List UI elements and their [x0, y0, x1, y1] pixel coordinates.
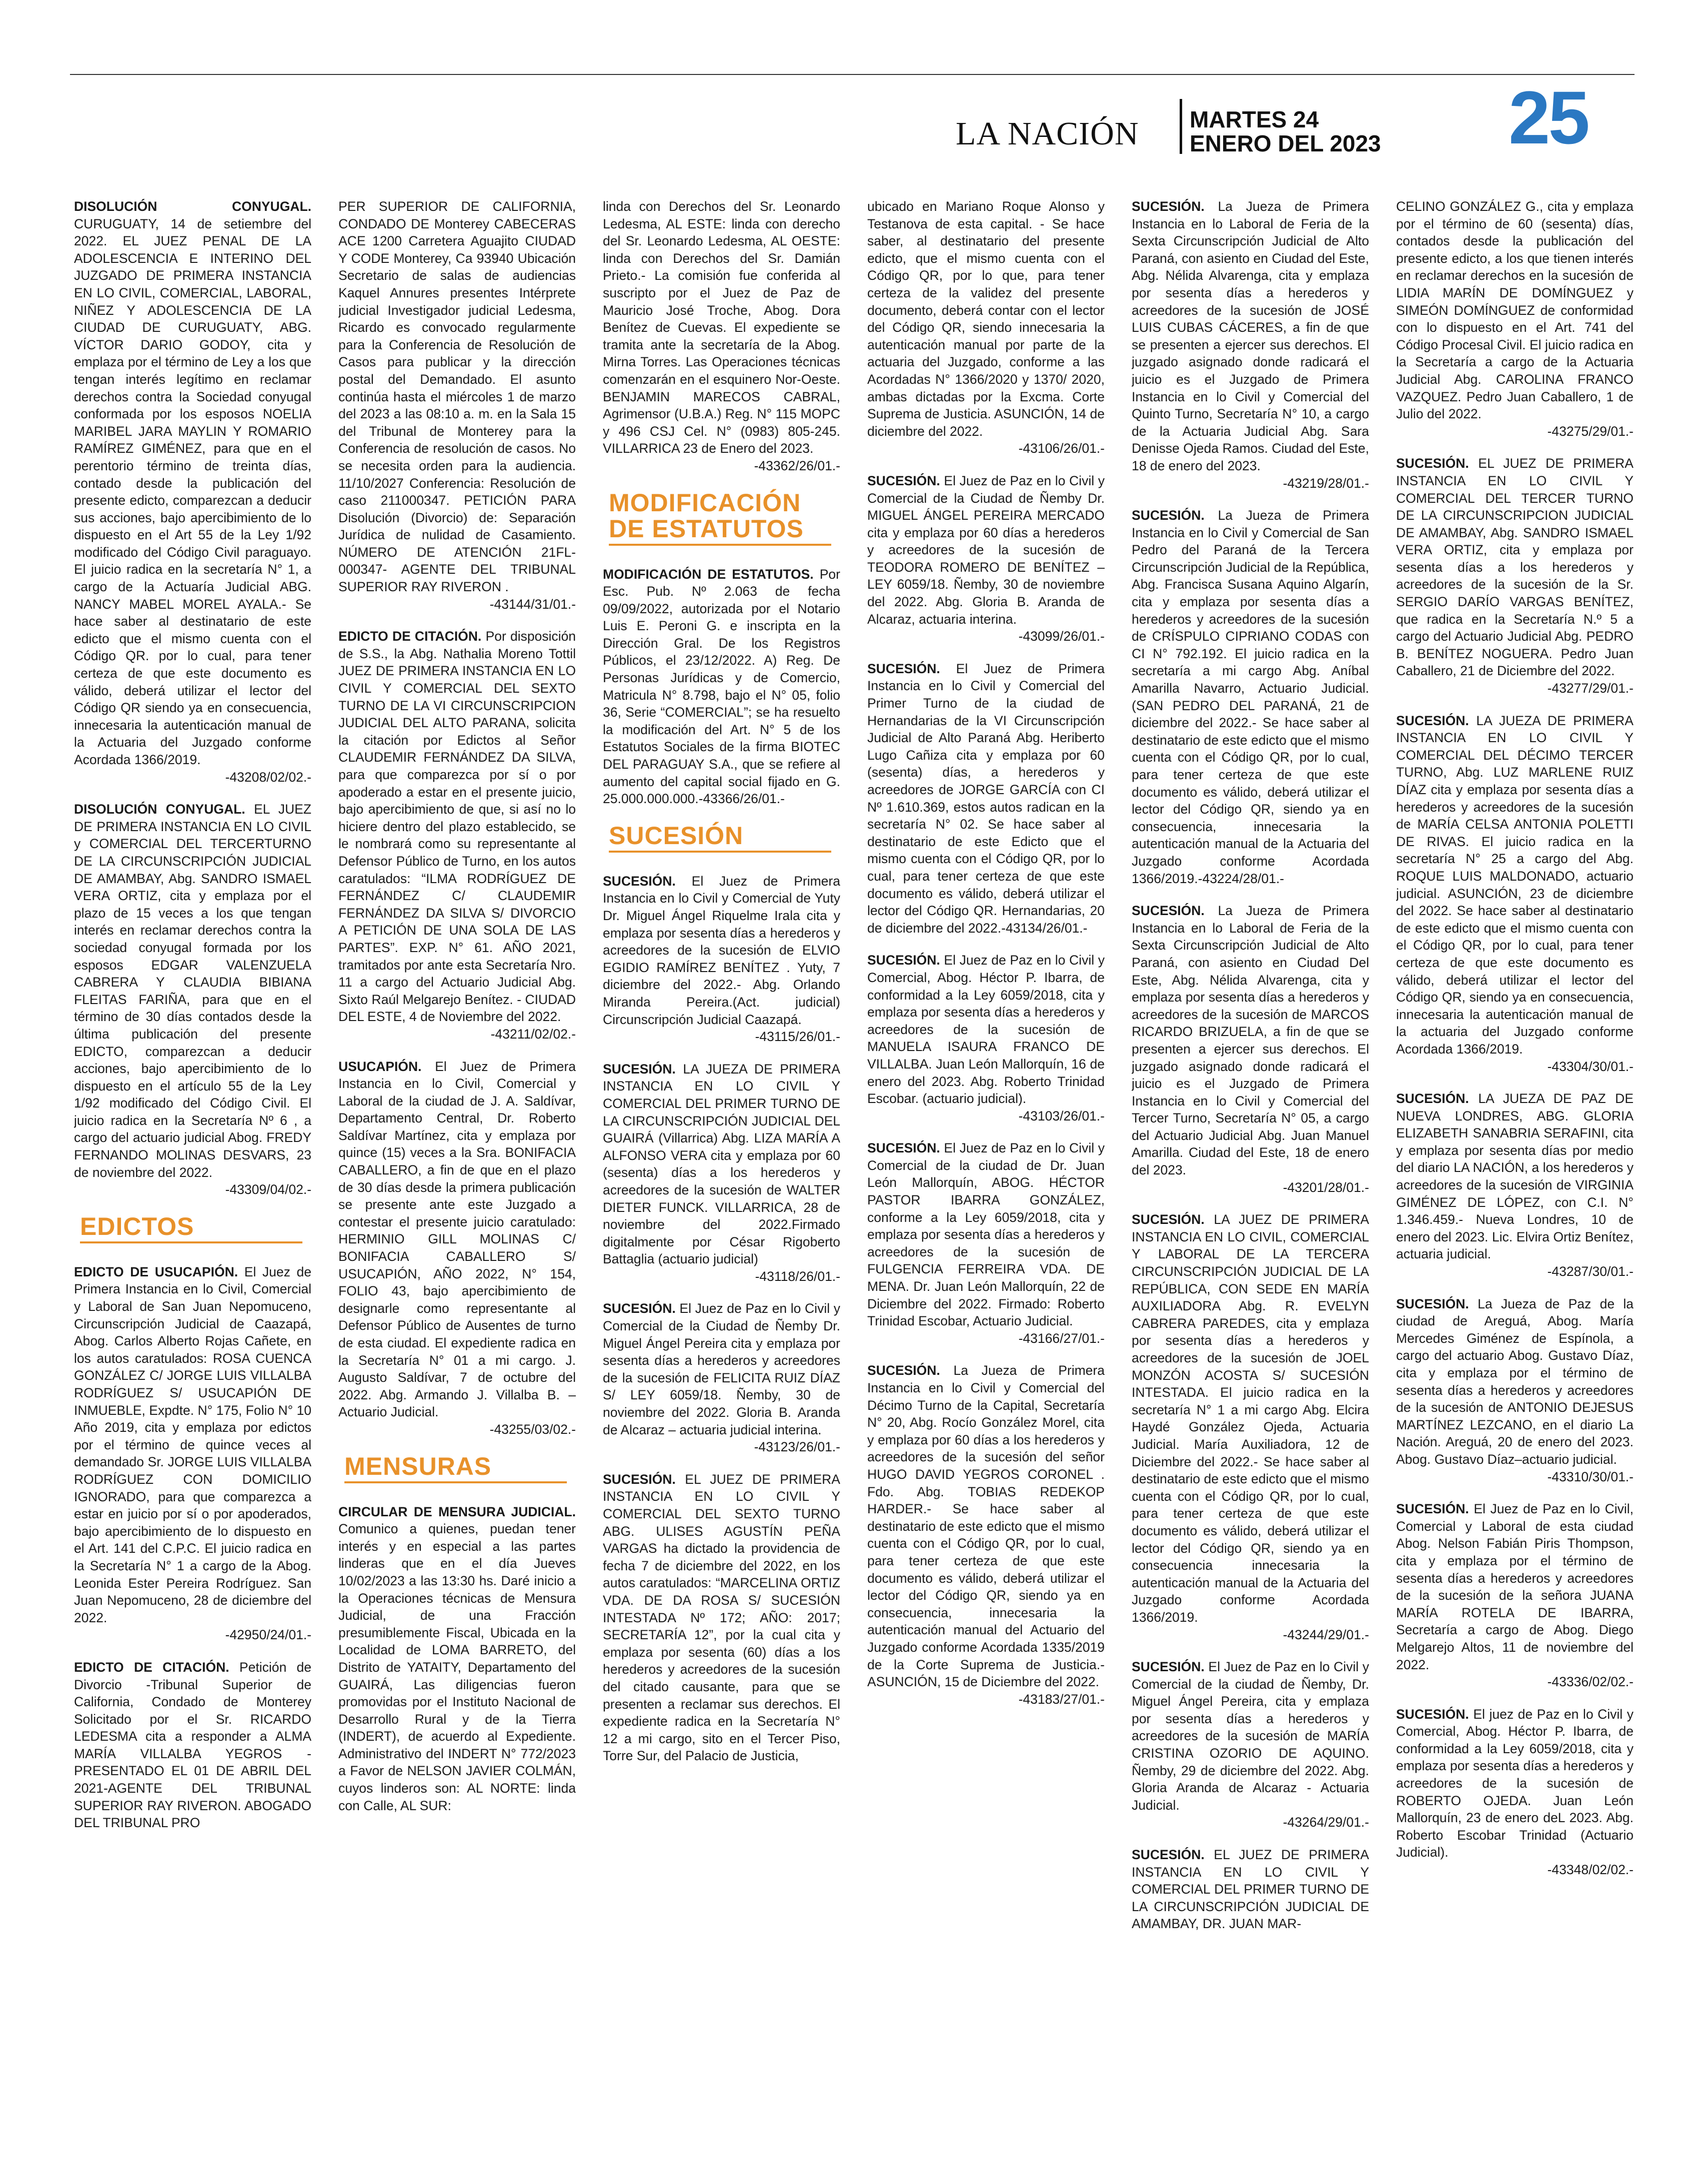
notice-reference: -43106/26/01.- [1018, 441, 1105, 456]
notice-heading: SUCESIÓN. [867, 953, 940, 968]
notice-body: La Jueza de Primera Instancia en lo Laboral de Feria de la Sexta Circunscripción Judicial de Alto Paraná, con asiento en Ciudad del Este, Abg. Nélida Alvarenga, cita y emplaza por sesenta días a herederos y acreedores de la sucesión de JOSÉ LUIS CUBAS CÁCERES, a fin de que se presenten a ejercer sus derechos. El juzgado asignado donde radicará el juicio es el Juzgado de Primera Instancia en lo Civil y Comercial del Quinto Turno, Secretaría N° 10, a cargo de la Actuaria Judicial Abg. Sara Denisse Ojeda Ramos. Ciudad del Este, 18 de enero del 2023. [1132, 199, 1369, 473]
notice-body: El Juez de Paz en lo Civil y Comercial de la ciudad de Ñemby, Dr. Miguel Ángel Pereira, cita y emplaza por sesenta días a herederos y acreedores de la sucesión de MARÍA CRISTINA OZORIO DE AQUINO. Ñemby, 29 de diciembre del 2022. Abg. Gloria Aranda de Alcaraz - Actuaria Judicial. [1132, 1659, 1369, 1813]
issue-date-day: MARTES 24 [1190, 106, 1319, 132]
legal-notice [1396, 198, 1634, 440]
notice-body: El Juez de Paz en lo Civil, Comercial y Laboral de esta ciudad Abog. Nelson Fabián Piris Thompson, cita y emplaza por el término de sesenta días a herederos y acreedores de la sucesión de la señora JUANA MARÍA ROTELA DE IBARRA, Secretaría a cargo de Abog. Diego Melgarejo Altos, 11 de noviembre del 2022. [1396, 1501, 1634, 1672]
legal-notice [867, 1362, 1105, 1708]
notice-reference: -43166/27/01.- [1018, 1330, 1105, 1346]
legal-notice [74, 198, 311, 786]
notice-reference: -42950/24/01.- [225, 1627, 311, 1643]
notice-reference: -43183/27/01.- [1018, 1691, 1105, 1707]
legal-notice [338, 628, 576, 1043]
notice-heading: CIRCULAR DE MENSURA JUDICIAL. [338, 1504, 576, 1519]
notice-heading: EDICTO DE CITACIÓN. [338, 629, 482, 644]
newspaper-brand: LA NACIÓN [956, 115, 1139, 152]
notice-reference: -43144/31/01.- [489, 596, 576, 612]
notice-body: El Juez de Paz en lo Civil y Comercial, Abog. Héctor P. Ibarra, de conformidad a la Ley 6059/2018, cita y emplaza por sesenta días a herederos y acreedores de la sucesión de MANUELA ISAURA FRANCO DE VILLALBA. Juan León Mallorquín, 16 de enero del 2023. Abg. Roberto Trinidad Escobar. (actuario judicial). [867, 953, 1105, 1106]
notice-body: La Jueza de Primera Instancia en lo Civil y Comercial de San Pedro del Paraná de la Tercera Circunscripción Judicial de la República, Abg. Francisca Susana Aquino Algarín, cita y emplaza por sesenta días a herederos y acreedores de la sucesión de CRÍSPULO CIPRIANO CODAS con CI N° 792.192. El juicio radica en la secretaría a mi cargo Abg. Aníbal Amarilla Navarro, Actuario Judicial. (SAN PEDRO DEL PARANÁ, 21 de diciembre del 2022.- Se hace saber al destinatario de este edicto que el mismo cuenta con el Código QR, por lo cual, para tener certeza de que este documento es válido, deberá utilizar el lector del Código QR, siendo ya en consecuencia, innecesaria la autenticación manual de la Actuaria del Juzgado conforme Acordada 1366/2019.-43224/28/01.- [1132, 508, 1369, 886]
legal-notice [74, 1263, 311, 1644]
notice-body: El Juez de Paz en lo Civil y Comercial de la ciudad de Dr. Juan León Mallorquín, ABOG. HÉCTOR PASTOR IBARRA GONZÁLEZ, conforme a la Ley 6059/2018, cita y emplaza por sesenta días a herederos y acreedores de la sucesión de FULGENCIA FERREIRA VDA. DE MENA. Dr. Juan León Mallorquín, 22 de Diciembre del 2022. Firmado: Roberto Trinidad Escobar, Actuario Judicial. [867, 1140, 1105, 1329]
section-heading: MODIFICACIÓN DE ESTATUTOS [609, 490, 831, 546]
issue-date-month: ENERO DEL 2023 [1190, 130, 1381, 156]
legal-notice [1132, 198, 1369, 492]
notice-body: LA JUEZA DE PAZ DE NUEVA LONDRES, ABG. GLORIA ELIZABETH SANABRIA SERAFINI, cita y emplaza por sesenta días por medio del diario LA NACIÓN, a los herederos y acreedores de la sucesión de VIRGINIA GIMÉNEZ DE LÓPEZ, con C.I. N° 1.346.459.- Nueva Londres, 10 de enero del 2023. Lic. Elvira Ortiz Benítez, actuaria judicial. [1396, 1091, 1634, 1262]
column-5 [1132, 198, 1369, 2137]
notice-body: El Juez de Paz en lo Civil y Comercial de la Ciudad de Ñemby Dr. MIGUEL ÁNGEL PEREIRA MERCADO cita y emplaza por 60 días a herederos y acreedores de la sucesión de TEODORA ROMERO DE BENÍTEZ – LEY 6059/18. Ñemby, 30 de noviembre del 2022. Abg. Gloria B. Aranda de Alcaraz, actuaria interina. [867, 473, 1105, 627]
legal-notice [1396, 1706, 1634, 1879]
notice-reference: -43208/02/02.- [225, 769, 311, 785]
legal-notice [1396, 455, 1634, 697]
notice-heading: EDICTO DE CITACIÓN. [74, 1659, 229, 1675]
notice-body: El Juez de Primera Instancia en lo Civil y Comercial de Yuty Dr. Miguel Ángel Riquelme Irala cita y emplaza por sesenta días a herederos y acreedores de la sucesión de ELVIO EGIDIO RAMÍREZ BENÍTEZ . Yuty, 7 diciembre del 2022.- Abg. Orlando Miranda Pereira.(Act. judicial) Circunscripción Judicial Caazapá. [603, 873, 840, 1027]
section-heading: EDICTOS [80, 1213, 302, 1243]
notice-reference: -43310/30/01.- [1547, 1469, 1634, 1484]
page-number: 25 [1509, 75, 1588, 159]
notice-body: ubicado en Mariano Roque Alonso y Testanova de esta capital. - Se hace saber, al destinatario del presente edicto, que el mismo cuenta con el Código QR, por lo que, para tener certeza de la validez del presente documento, deberá contar con el lector del Código QR, siendo innecesaria la autenticación manual por parte de la actuaria del Juzgado, conforme a las Acordadas N° 1366/2020 y 1370/ 2020, ambas dictadas por la Excma. Corte Suprema de Justicia. ASUNCIÓN, 14 de diciembre del 2022. [867, 199, 1105, 439]
legal-notice [1132, 1846, 1369, 1933]
notice-heading: EDICTO DE USUCAPIÓN. [74, 1264, 238, 1279]
notice-reference: -43201/28/01.- [1283, 1179, 1369, 1195]
legal-notice [1396, 1090, 1634, 1280]
notice-reference: -43244/29/01.- [1283, 1627, 1369, 1642]
legal-notice [603, 198, 840, 475]
legal-notice [867, 198, 1105, 457]
notice-heading: SUCESIÓN. [1132, 508, 1205, 523]
legal-notice [1132, 1658, 1369, 1831]
notice-heading: SUCESIÓN. [1396, 713, 1469, 728]
legal-notice [1396, 1500, 1634, 1691]
notice-reference: -43309/04/02.- [225, 1182, 311, 1197]
notice-reference: -43123/26/01.- [754, 1439, 840, 1455]
notice-heading: SUCESIÓN. [1396, 1501, 1469, 1517]
notice-heading: SUCESIÓN. [867, 473, 940, 488]
notice-body: EL JUEZ DE PRIMERA INSTANCIA EN LO CIVIL Y COMERCIAL DEL PRIMER TURNO DE LA CIRCUNSCRIPCIÓN JUDICIAL DE AMAMBAY, DR. JUAN MAR- [1132, 1847, 1369, 1932]
notice-heading: SUCESIÓN. [867, 661, 940, 676]
legal-notice [867, 952, 1105, 1124]
header-separator [1180, 99, 1182, 154]
notice-reference: -43099/26/01.- [1018, 629, 1105, 644]
notice-body: LA JUEZA DE PRIMERA INSTANCIA EN LO CIVIL Y COMERCIAL DEL DÉCIMO TERCER TURNO, Abg. LUZ MARLENE RUIZ DÍAZ cita y emplaza por sesenta días a herederos y acreedores de la sucesión de MARÍA CELSA ANTONIA POLETTI DE RIVAS. El juicio radica en la secretaría N° 25 a cargo del Abg. ROQUE LUIS MALDONADO, actuario judicial. ASUNCIÓN, 23 de diciembre del 2022. Se hace saber al destinatario de este edicto que el mismo cuenta con el Código QR, por lo cual, para tener certeza de que este documento es válido, deberá utilizar el lector del Código QR, siendo ya en consecuencia, innecesaria la autenticación manual de la actuaria del Juzgado conforme Acordada 1366/2019. [1396, 713, 1634, 1057]
notice-body: LA JUEZ DE PRIMERA INSTANCIA EN LO CIVIL, COMERCIAL Y LABORAL DE LA TERCERA CIRCUNSCRIPCIÓN JUDICIAL DE LA REPÚBLICA, CON SEDE EN MARÍA AUXILIADORA Abg. R. EVELYN CABRERA PAREDES, cita y emplaza por sesenta días a herederos y acreedores de la sucesión de JOEL MONZÓN ACOSTA S/ SUCESIÓN INTESTADA. El juicio radica en la secretaría N° 1 a mi cargo Abg. Elcira Haydé González Ojeda, Actuaria Judicial. María Auxiliadora, 12 de Diciembre del 2022.- Se hace saber al destinatario de este edicto que el mismo cuenta con el Código QR, por lo cual, para tener certeza de que este documento es válido, deberá utilizar el lector del Código QR, siendo ya en consecuencia innecesaria la autenticación manual de la Actuaria del Juzgado conforme Acordada 1366/2019. [1132, 1212, 1369, 1625]
notice-heading: SUCESIÓN. [603, 1301, 676, 1316]
notice-body: La Jueza de Paz de la ciudad de Areguá, Abog. María Mercedes Giménez de Espínola, a cargo del actuario Abog. Gustavo Díaz, cita y emplaza por el término de sesenta días a herederos y acreedores de la sucesión de ANTONIO DEJESUS MARTÍNEZ LEZCANO, en el diario La Nación. Areguá, 20 de enero del 2023. Abog. Gustavo Díaz–actuario judicial. [1396, 1296, 1634, 1467]
notice-body: LA JUEZA DE PRIMERA INSTANCIA EN LO CIVIL Y COMERCIAL DEL PRIMER TURNO DE LA CIRCUNSCRIPCIÓN JUDICIAL DEL GUAIRÁ (Villarrica) Abg. LIZA MARÍA A ALFONSO VERA cita y emplaza por 60 (sesenta) días a los herederos y acreedores de la sucesión de WALTER DIETER FUNCK. VILLARRICA, 28 de noviembre del 2022.Firmado digitalmente por César Rigoberto Battaglia (actuario judicial) [603, 1061, 840, 1267]
notice-reference: -43275/29/01.- [1547, 423, 1634, 439]
notice-body: La Jueza de Primera Instancia en lo Civil y Comercial del Décimo Turno de la Capital, Secretaría N° 20, Abg. Rocío González Morel, cita y emplaza por 60 días a los herederos y acreedores de la sucesión del señor HUGO DAVID YEGROS CORONEL . Fdo. Abg. TOBIAS REDEKOP HARDER.- Se hace saber al destinatario de este edicto que el mismo cuenta con el Código QR, por lo cual, para tener certeza de que este documento es válido, deberá utilizar el lector del Código QR, siendo ya en consecuencia, innecesaria la autenticación manual del Actuario del Juzgado conforme Acordada 1335/2019 de la Corte Suprema de Justicia.- ASUNCIÓN, 15 de Diciembre del 2022. [867, 1363, 1105, 1690]
notice-body: EL JUEZ DE PRIMERA INSTANCIA EN LO CIVIL Y COMERCIAL DEL TERCER TURNO DE LA CIRCUNSCRIPCION JUDICIAL DE AMAMBAY, Abg. SANDRO ISMAEL VERA ORTIZ, cita y emplaza por sesenta días a los herederos y acreedores de la sucesión de la Sr. SERGIO DARÍO VARGAS BENÍTEZ, que radica en la Secretaría N.º 5 a cargo del Actuario Judicial Abg. PEDRO B. BENÍTEZ NOGUERA. Pedro Juan Caballero, 21 de Diciembre del 2022. [1396, 456, 1634, 679]
notice-reference: -43348/02/02.- [1547, 1862, 1634, 1878]
notice-body: EL JUEZ DE PRIMERA INSTANCIA EN LO CIVIL y COMERCIAL DEL TERCERTURNO DE LA CIRCUNSCRIPCIÓN JUDICIAL DE AMAMBAY, Abg. SANDRO ISMAEL VERA ORTIZ, cita y emplaza por el plazo de 15 veces a los que tengan interés en reclamar derechos contra la sociedad conyugal formada por los esposos EDGAR VALENZUELA CABRERA Y CLAUDIA BIBIANA FLEITAS FARIÑA, para que en el término de 30 días contados desde la última publicación del presente EDICTO, comparezcan a deducir acciones, bajo apercibimiento de lo dispuesto en el artículo 55 de la Ley 1/92 modificado del Código Civil. El juicio radica en la Secretaría Nº 6 , a cargo del actuario judicial Abog. FREDY FERNANDO MOLINAS DESVARS, 23 de noviembre del 2022. [74, 802, 311, 1180]
notice-reference: -43287/30/01.- [1547, 1264, 1634, 1279]
legal-notice [338, 1503, 576, 1815]
legal-notice [1396, 712, 1634, 1075]
notice-body: Petición de Divorcio -Tribunal Superior de California, Condado de Monterey Solicitado por el Sr. RICARDO LEDESMA cita a responder a ALMA MARÍA VILLALBA YEGROS -PRESENTADO EL 01 DE ABRIL DEL 2021-AGENTE DEL TRIBUNAL SUPERIOR RAY RIVERON. ABOGADO DEL TRIBUNAL PRO [74, 1659, 311, 1831]
section-heading: MENSURAS [344, 1453, 567, 1483]
notice-heading: SUCESIÓN. [1132, 1212, 1205, 1227]
notice-heading: SUCESIÓN. [867, 1140, 940, 1156]
legal-notice [1396, 1295, 1634, 1486]
notice-reference: -43211/02/02.- [490, 1026, 576, 1042]
notice-body: EL JUEZ DE PRIMERA INSTANCIA EN LO CIVIL Y COMERCIAL DEL SEXTO TURNO ABG. ULISES AGUSTÍN PEÑA VARGAS ha dictado la providencia de fecha 7 de diciembre del 2022, en los autos caratulados: “MARCELINA ORTIZ VDA. DE DA ROSA S/ SUCESIÓN INTESTADA Nº 172; AÑO: 2017; SECRETARÍA 12”, por la cual cita y emplaza por sesenta (60) días a los herederos y acreedores de la sucesión del citado causante, para que se presenten a reclamar sus derechos. El expediente radica en la Secretaría N° 12 a mi cargo, sito en el Tercer Piso, Torre Sur, del Palacio de Justicia, [603, 1471, 840, 1764]
column-2 [338, 198, 576, 2137]
section-heading: SUCESIÓN [609, 823, 831, 853]
top-rule [70, 74, 1635, 75]
notice-heading: SUCESIÓN. [603, 1061, 676, 1077]
notice-heading: SUCESIÓN. [867, 1363, 940, 1378]
notice-heading: SUCESIÓN. [1132, 1659, 1205, 1675]
column-6 [1396, 198, 1634, 2137]
legal-notice [338, 198, 576, 613]
legal-notice [603, 1471, 840, 1765]
legal-notice [1132, 902, 1369, 1196]
notice-heading: SUCESIÓN. [1396, 1091, 1469, 1106]
notice-body: El juez de Paz en lo Civil y Comercial, Abog. Héctor P. Ibarra, de conformidad a la Ley 6059/2018, cita y emplaza por sesenta días a herederos y acreedores de la sucesión de ROBERTO OJEDA. Juan León Mallorquín, 23 de enero deL 2023. Abg. Roberto Escobar Trinidad (Actuario Judicial). [1396, 1706, 1634, 1860]
notice-body: El Juez de Primera Instancia en lo Civil, Comercial y Laboral de la ciudad de J. A. Saldívar, Departamento Central, Dr. Roberto Saldívar Martínez, cita y emplaza por quince (15) veces a la Sra. BONIFACIA CABALLERO, a fin de que en el plazo de 30 días desde la primera publicación se presente ante este Juzgado a contestar el presente juicio caratulado: HERMINIO GILL MOLINAS C/ BONIFACIA CABALLERO S/ USUCAPIÓN, AÑO 2022, N° 154, FOLIO 43, bajo apercibimiento de designarle como representante al Defensor Público de Ausentes de turno de esta ciudad. El expediente radica en la Secretaría N° 01 a mi cargo. J. Augusto Saldívar, 7 de octubre del 2022. Abg. Armando J. Villalba B. – Actuario Judicial. [338, 1059, 576, 1420]
notice-body: PER SUPERIOR DE CALIFORNIA, CONDADO DE Monterey CABECERAS ACE 1200 Carretera Aguajito CIUDAD Y CODE Monterey, Ca 93940 Ubicación Secretario de salas de audiencias Kaquel Annures presentes Intérprete judicial Investigador judicial Ledesma, Ricardo es convocado regularmente para la Conferencia de Resolución de Casos para publicar y la dirección postal del Demandado. El asunto continúa hasta el miércoles 1 de marzo del 2023 a las 08:10 a. m. en la Sala 15 del Tribunal de Monterey para la Conferencia de resolución de casos. No se necesita orden para la audiencia. 11/10/2027 Conferencia: Resolución de caso 211000347. PETICIÓN PARA Disolución (Divorcio) de: Separación Jurídica de nulidad de Casamiento. NÚMERO DE ATENCIÓN 21FL-000347- AGENTE DEL TRIBUNAL SUPERIOR RAY RIVERON . [338, 199, 576, 595]
notice-reference: -43115/26/01.- [755, 1029, 840, 1045]
notice-body: CELINO GONZÁLEZ G., cita y emplaza por el término de 60 (sesenta) días, contados desde la publicación del presente edicto, a los que tienen interés en reclamar derechos en la sucesión de LIDIA MARÍN DE DOMÍNGUEZ y SIMEÓN DOMÍNGUEZ de conformidad con lo dispuesto en el Art. 741 del Código Procesal Civil. El juicio radica en la Secretaría a cargo de la Actuaria Judicial Abg. CAROLINA FRANCO VAZQUEZ. Pedro Juan Caballero, 1 de Julio del 2022. [1396, 199, 1634, 422]
legal-notice [1132, 1211, 1369, 1643]
notice-heading: SUCESIÓN. [1132, 199, 1205, 214]
notice-reference: -43103/26/01.- [1018, 1108, 1105, 1123]
notice-reference: -43255/03/02.- [489, 1421, 576, 1437]
notice-body: Por disposición de S.S., la Abg. Nathalia Moreno Tottil JUEZ DE PRIMERA INSTANCIA EN LO CIVIL Y COMERCIAL DEL SEXTO TURNO DE LA VI CIRCUNSCRIPCION JUDICIAL DEL ALTO PARANA, solicita la citación por Edictos al Señor CLAUDEMIR FERNÁNDEZ DA SILVA, para que comparezca por sí o por apoderado a estar en el presente juicio, bajo apercibimiento de que, si así no lo hiciere dentro del plazo establecido, se le nombrará como su representante al Defensor Público de Turno, en los autos caratulados: “ILMA RODRÍGUEZ DE FERNÁNDEZ C/ CLAUDEMIR FERNÁNDEZ DA SILVA S/ DIVORCIO A PETICIÓN DE UNA SOLA DE LAS PARTES”. EXP. N° 61. AÑO 2021, tramitados por ante esta Secretaría Nro. 11 a cargo del Actuario Judicial Abg. Sixto Raúl Melgarejo Benítez. - CIUDAD DEL ESTE, 4 de Noviembre del 2022. [338, 629, 576, 1025]
notice-reference: -43304/30/01.- [1547, 1059, 1634, 1074]
notice-reference: -43362/26/01.- [754, 458, 840, 473]
notice-body: linda con Derechos del Sr. Leonardo Ledesma, AL ESTE: linda con derecho del Sr. Leonardo Ledesma, AL OESTE: linda con Derechos del Sr. Damián Prieto.- La comisión fue conferida al suscripto por el Juez de Paz de Mauricio José Troche, Abog. Dora Benítez de Cuevas. El expediente se tramita ante la secretaría de la Abog. Mirna Torres. Las Operaciones técnicas comenzarán en el esquinero Nor-Oeste. BENJAMIN MARECOS CABRAL, Agrimensor (U.B.A.) Reg. N° 115 MOPC y 496 CSJ Cel. N° (0983) 805-245. VILLARRICA 23 de Enero del 2023. [603, 199, 840, 456]
legal-notice [74, 801, 311, 1198]
legal-notice [603, 1300, 840, 1455]
legal-notice [603, 1061, 840, 1285]
notice-body: La Jueza de Primera Instancia en lo Laboral de Feria de la Sexta Circunscripción Judicial de Alto Paraná, con asiento en Ciudad Del Este, Abg. Nélida Alvarenga, cita y emplaza por sesenta días a herederos y acreedores de la sucesión de MARCOS RICARDO BRIZUELA, a fin de que se presenten a ejercer sus derechos. El juzgado asignado donde radicará el juicio es el Juzgado de Primera Instancia en lo Civil y Comercial del Tercer Turno, Secretaría N° 05, a cargo del Actuario Judicial Abg. Juan Manuel Amarilla. Ciudad del Este, 18 de enero del 2023. [1132, 903, 1369, 1178]
notice-heading: SUCESIÓN. [1396, 1706, 1469, 1722]
legal-notice [338, 1058, 576, 1438]
notice-heading: SUCESIÓN. [1396, 1296, 1469, 1311]
legal-notice [867, 472, 1105, 645]
notice-heading: SUCESIÓN. [1132, 1847, 1205, 1863]
notice-body: CURUGUATY, 14 de setiembre del 2022. EL JUEZ PENAL DE LA ADOLESCENCIA E INTERINO DEL JUZGADO DE PRIMERA INSTANCIA EN LO CIVIL, COMERCIAL, LABORAL, NIÑEZ Y ADOLESCENCIA DE LA CIUDAD DE CURUGUATY, ABG. VÍCTOR DARIO GODOY, cita y emplaza por el término de Ley a los que tengan interés legítimo en reclamar derechos contra la Sociedad conyugal conformada por los esposos NOELIA MARIBEL JARA MAYLIN Y ROMARIO RAMÍREZ GIMÉNEZ, para que en el perentorio término de treinta días, contado desde la publicación del presente edicto, comparezcan a deducir sus acciones, bajo apercibimiento de lo dispuesto en el Art 55 de la Ley 1/92 modificado del Código Civil paraguayo. El juicio radica en la secretaría N° 1, a cargo de la Actuaría Judicial ABG. NANCY MABEL MOREL AYALA.- Se hace saber al destinatario de este edicto que el mismo cuenta con el Código QR. por lo cual, para tener certeza de que este documento es válido, deberá utilizar el lector del Código QR siendo ya en consecuencia, innecesaria la autenticación manual de la Actuaria del Juzgado conforme Acordada 1366/2019. [74, 216, 311, 767]
notice-heading: SUCESIÓN. [603, 873, 676, 889]
notice-body: El Juez de Primera Instancia en lo Civil y Comercial del Primer Turno de la ciudad de Hernandarias de la VI Circunscripción Judicial de Alto Paraná Abg. Heriberto Lugo Cañiza cita y emplaza por 60 (sesenta) días, a herederos y acreedores de JORGE GARCÍA con CI Nº 1.610.369, estos autos radican en la secretaría N° 02. Se hace saber al destinatario de este Edicto que el mismo cuenta con el Código QR, por lo cual, para tener certeza de que este documento es válido, deberá utilizar el lector del Código QR. Hernandarias, 20 de diciembre del 2022.-43134/26/01.- [867, 661, 1105, 936]
notice-heading: SUCESIÓN. [1132, 903, 1205, 919]
legal-notice [74, 1659, 311, 1832]
notice-body: Comunico a quienes, puedan tener interés y en especial a las partes linderas que en el día Jueves 10/02/2023 a las 13:30 hs. Daré inicio a la Operaciones técnicas de Mensura Judicial, de una Fracción presumiblemente Fiscal, Ubicada en la Localidad de LOMA BARRETO, del Distrito de YATAITY, Departamento del GUAIRÁ, Las diligencias fueron promovidas por el Instituto Nacional de Desarrollo Rural y de la Tierra (INDERT), de acuerdo al Expediente. Administrativo del INDERT N° 772/2023 a Favor de NELSON JAVIER COLMÁN, cuyos linderos son: AL NORTE: linda con Calle, AL SUR: [338, 1521, 576, 1813]
notice-body: El Juez de Paz en lo Civil y Comercial de la Ciudad de Ñemby Dr. Miguel Ángel Pereira cita y emplaza por sesenta días a herederos y acreedores de la sucesión de FELICITA RUIZ DÍAZ S/ LEY 6059/18. Ñemby, 30 de noviembre del 2022. Gloria B. Aranda de Alcaraz – actuaria judicial interina. [603, 1301, 840, 1437]
legal-notice [867, 1139, 1105, 1347]
column-1 [74, 198, 311, 2137]
notice-reference: -43264/29/01.- [1283, 1815, 1369, 1830]
legal-notice [603, 566, 840, 808]
notice-heading: SUCESIÓN. [1396, 456, 1469, 471]
legal-notice [1132, 507, 1369, 887]
notice-heading: DISOLUCIÓN CONYUGAL. [74, 802, 245, 817]
notice-reference: -43219/28/01.- [1283, 475, 1369, 491]
notice-reference: -43118/26/01.- [755, 1268, 840, 1284]
column-3 [603, 198, 840, 2137]
notice-reference: -43336/02/02.- [1547, 1674, 1634, 1690]
notice-reference: -43277/29/01.- [1547, 681, 1634, 696]
notice-heading: DISOLUCIÓN CONYUGAL. [74, 199, 311, 214]
notice-body: Por Esc. Pub. Nº 2.063 de fecha 09/09/2022, autorizada por el Notario Luis E. Peroni G. e inscripta en la Dirección Gral. De los Registros Públicos, el 23/12/2022. A) Reg. De Personas Jurídicas y de Comercio, Matricula N° 8.798, bajo el N° 05, folio 36, Serie “COMERCIAL”; se ha resuelto la modificación del Art. N° 5 de los Estatutos Sociales de la firma BIOTEC DEL PARAGUAY S.A., que se refiere al aumento del capital social fijado en G. 25.000.000.000.-43366/26/01.- [603, 566, 840, 807]
legal-notice [867, 660, 1105, 937]
notice-heading: MODIFICACIÓN DE ESTATUTOS. [603, 566, 814, 582]
notice-heading: USUCAPIÓN. [338, 1059, 422, 1074]
notice-body: El Juez de Primera Instancia en lo Civil, Comercial y Laboral de San Juan Nepomuceno, Circunscripción Judicial de Caazapá, Abog. Carlos Alberto Rojas Cañete, en los autos caratulados: ROSA CUENCA GONZÁLEZ C/ JORGE LUIS VILLALBA RODRÍGUEZ S/ USUCAPIÓN DE INMUEBLE, Expdte. N° 175, Folio N° 10 Año 2019, cita y emplaza por edictos por el término de quince veces al demandado Sr. JORGE LUIS VILLALBA RODRÍGUEZ CON DOMICILIO IGNORADO, para que comparezca a estar en juicio por sí o por apoderados, bajo apercibimiento de lo dispuesto en el Art. 141 del C.P.C. El juicio radica en la Secretaría N° 1 a cargo de la Abog. Leonida Ester Pereira Rodríguez. San Juan Nepomuceno, 28 de diciembre del 2022. [74, 1264, 311, 1625]
notice-heading: SUCESIÓN. [603, 1471, 676, 1487]
column-4 [867, 198, 1105, 2137]
legal-notice [603, 873, 840, 1046]
